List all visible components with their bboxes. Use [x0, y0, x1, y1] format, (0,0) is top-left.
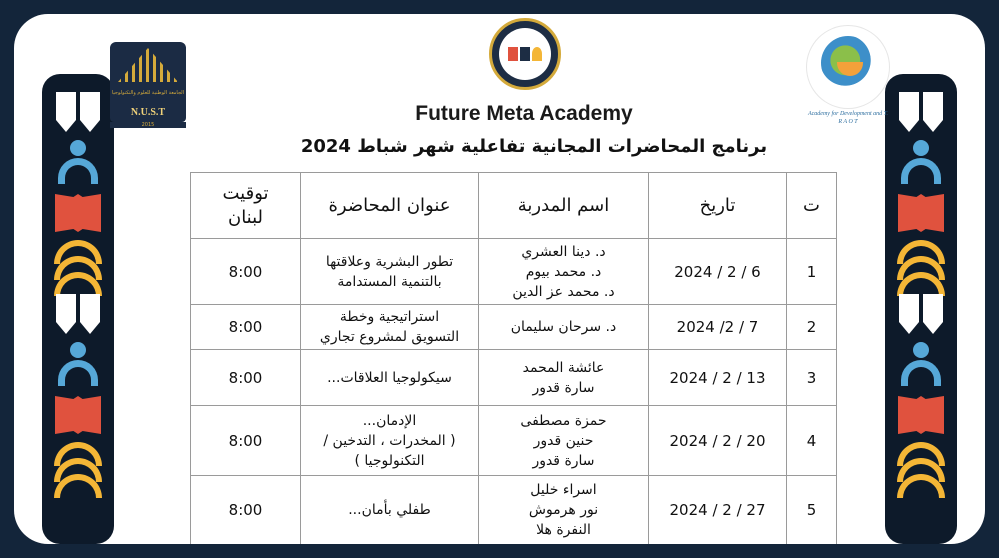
header-topic: عنوان المحاضرة — [301, 173, 479, 239]
nust-emblem-icon — [110, 42, 186, 90]
row-topic: الإدمان... ( المخدرات ، التدخين / التكنولوجيا ) — [301, 406, 479, 476]
row-topic: استراتيجية وخطة التسويق لمشروع تجاري — [301, 305, 479, 350]
row-time: 8:00 — [191, 476, 301, 545]
row-date: 2024 / 2 / 27 — [649, 476, 787, 545]
table-row — [191, 406, 837, 476]
raot-logo — [807, 26, 889, 108]
arches-icon — [897, 442, 945, 488]
table-row — [191, 350, 837, 406]
row-trainer: د. سرحان سليمان — [479, 305, 649, 350]
row-number: 1 — [787, 239, 837, 305]
arches-icon — [54, 442, 102, 488]
left-decorative-strip — [42, 74, 114, 544]
book-icon — [55, 194, 101, 232]
row-topic: طفلي بأمان... — [301, 476, 479, 545]
table-row — [191, 239, 837, 305]
book-icon — [898, 194, 944, 232]
row-trainer: اسراء خليل نور هرموش النفرة هلا — [479, 476, 649, 545]
shield-icon — [55, 294, 101, 334]
shield-icon — [55, 92, 101, 132]
row-date: 2024 / 2 / 6 — [649, 239, 787, 305]
row-topic: سيكولوجيا العلاقات... — [301, 350, 479, 406]
future-meta-academy-logo — [489, 18, 561, 90]
table-header-row — [191, 173, 837, 239]
nust-logo — [110, 42, 186, 132]
row-trainer: حمزة مصطفى حنين قدور سارة قدور — [479, 406, 649, 476]
row-number: 4 — [787, 406, 837, 476]
raot-caption: Academy for Development and T. R A O T — [807, 111, 889, 125]
academy-emblem-icon — [499, 28, 551, 80]
arches-icon — [897, 240, 945, 286]
header-date: تاريخ — [649, 173, 787, 239]
header-number: ت — [787, 173, 837, 239]
row-date: 2024 /2 / 7 — [649, 305, 787, 350]
row-date: 2024 / 2 / 13 — [649, 350, 787, 406]
nust-name: N.U.S.T — [110, 104, 186, 122]
person-icon — [55, 140, 101, 186]
arches-icon — [54, 240, 102, 286]
person-icon — [898, 140, 944, 186]
poster-card — [14, 14, 985, 544]
row-time: 8:00 — [191, 239, 301, 305]
row-time: 8:00 — [191, 406, 301, 476]
book-icon — [898, 396, 944, 434]
right-decorative-strip — [885, 74, 957, 544]
row-time: 8:00 — [191, 350, 301, 406]
row-trainer: عائشة المحمد سارة قدور — [479, 350, 649, 406]
row-trainer: د. دينا العشري د. محمد بيوم د. محمد عز الدين — [479, 239, 649, 305]
nust-band-text: الجامعة الوطنية للعلوم والتكنولوجيا — [110, 90, 186, 104]
shield-icon — [898, 92, 944, 132]
row-number: 2 — [787, 305, 837, 350]
program-title: برنامج المحاضرات المجانية تفاعلية شهر شباط 2024 — [300, 136, 768, 157]
row-number: 5 — [787, 476, 837, 545]
row-date: 2024 / 2 / 20 — [649, 406, 787, 476]
row-time: 8:00 — [191, 305, 301, 350]
schedule-table — [190, 172, 836, 544]
table-row — [191, 476, 837, 545]
row-topic: تطور البشرية وعلاقتها بالتنمية المستدامة — [301, 239, 479, 305]
header-time: توقيت لبنان — [191, 173, 301, 239]
table-row — [191, 305, 837, 350]
academy-name: Future Meta Academy — [415, 102, 633, 125]
row-number: 3 — [787, 350, 837, 406]
nust-year: 2015 — [110, 122, 186, 128]
header-trainer: اسم المدربة — [479, 173, 649, 239]
person-icon — [55, 342, 101, 388]
book-icon — [55, 396, 101, 434]
shield-icon — [898, 294, 944, 334]
person-icon — [898, 342, 944, 388]
